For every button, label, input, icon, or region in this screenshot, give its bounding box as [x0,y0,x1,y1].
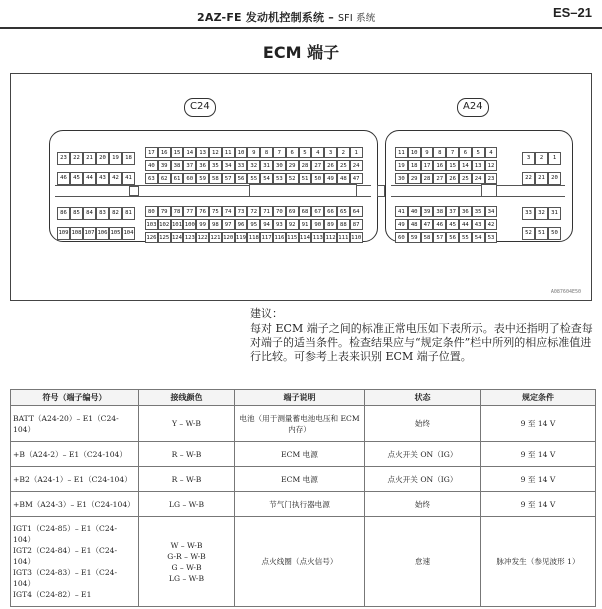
terminal-pin: 106 [96,227,109,240]
terminal-pin: 125 [158,232,171,243]
terminal-pin: 38 [171,160,184,171]
terminal-pin: 16 [158,147,171,158]
terminal-pin: 12 [485,160,498,171]
connector-label-a24: A24 [457,98,489,117]
terminal-pin: 87 [350,219,363,230]
terminal-spec-table [10,389,596,607]
terminal-pin: 99 [196,219,209,230]
table-row [11,406,596,442]
terminal-pin: 3 [324,147,337,158]
terminal-pin: 45 [70,172,83,185]
terminal-pin: 73 [235,206,248,217]
terminal-pin: 110 [350,232,363,243]
terminal-pin: 59 [196,173,209,184]
terminal-pin: 15 [446,160,459,171]
terminal-pin: 20 [96,152,109,165]
c24-key-mid [249,184,357,197]
terminal-pin: 78 [171,206,184,217]
terminal-pin: 17 [145,147,158,158]
terminal-pin: 3 [522,152,535,165]
table-cell: R – W-B [139,442,235,467]
terminal-pin: 25 [459,173,472,184]
terminal-pin: 53 [273,173,286,184]
c24-upper-mid-pins [145,147,363,184]
terminal-pin: 38 [433,206,446,217]
terminal-pin: 65 [337,206,350,217]
terminal-pin: 58 [209,173,222,184]
terminal-pin: 121 [209,232,222,243]
terminal-pin: 30 [273,160,286,171]
terminal-pin: 23 [485,173,498,184]
table-cell: ECM 电源 [235,467,365,492]
terminal-pin: 51 [299,173,312,184]
note-body: 每对 ECM 端子之间的标准正常电压如下表所示。表中还指明了检查每对端子的适当条件。检查结果应与“规定条件”栏中所列的相应标准值进行比较。可参考上表来识别 ECM 端子位置。 [250,322,593,363]
terminal-pin: 53 [485,232,498,243]
terminal-pin: 116 [273,232,286,243]
terminal-pin: 30 [395,173,408,184]
terminal-pin: 49 [395,219,408,230]
terminal-pin: 101 [171,219,184,230]
terminal-pin: 1 [350,147,363,158]
terminal-pin: 14 [183,147,196,158]
terminal-pin: 50 [311,173,324,184]
terminal-pin: 21 [535,172,548,185]
terminal-pin: 21 [83,152,96,165]
terminal-pin: 69 [286,206,299,217]
terminal-pin: 24 [350,160,363,171]
terminal-pin: 84 [83,207,96,220]
terminal-pin: 54 [260,173,273,184]
terminal-pin: 122 [196,232,209,243]
a24-lower-main-pins [395,206,497,243]
terminal-pin: 9 [247,147,260,158]
terminal-pin: 114 [299,232,312,243]
terminal-pin: 85 [70,207,83,220]
terminal-pin: 100 [183,219,196,230]
table-cell: 始终 [365,406,481,442]
terminal-pin: 82 [109,207,122,220]
terminal-pin: 48 [337,173,350,184]
terminal-pin: 63 [145,173,158,184]
terminal-pin: 41 [395,206,408,217]
terminal-pin: 15 [171,147,184,158]
terminal-pin: 32 [535,207,548,220]
header-subsection: SFI 系统 [337,13,376,24]
terminal-pin: 59 [408,232,421,243]
terminal-pin: 36 [459,206,472,217]
terminal-pin: 8 [433,147,446,158]
terminal-pin: 94 [260,219,273,230]
terminal-pin: 16 [433,160,446,171]
terminal-pin: 44 [83,172,96,185]
terminal-pin: 35 [209,160,222,171]
terminal-pin: 76 [196,206,209,217]
table-cell: 电池（用于测量蓄电池电压和 ECM 内存） [235,406,365,442]
col-header-symbol: 符号（端子编号） [11,390,139,406]
col-header-condition: 状态 [365,390,481,406]
terminal-pin: 6 [286,147,299,158]
table-cell: ECM 电源 [235,442,365,467]
terminal-pin: 42 [485,219,498,230]
connector-label-c24: C24 [184,98,216,117]
terminal-pin: 41 [122,172,135,185]
terminal-pin: 112 [324,232,337,243]
terminal-pin: 68 [299,206,312,217]
c24-lower-mid-pins [145,206,363,243]
terminal-pin: 54 [472,232,485,243]
terminal-pin: 19 [109,152,122,165]
terminal-pin: 120 [222,232,235,243]
terminal-pin: 71 [260,206,273,217]
terminal-pin: 51 [535,227,548,240]
terminal-pin: 39 [158,160,171,171]
terminal-pin: 43 [96,172,109,185]
a24-upper-main-pins [395,147,497,184]
terminal-pin: 18 [408,160,421,171]
note-heading: 建议： [250,307,283,320]
header-section: 2AZ-FE 发动机控制系统 [197,11,325,24]
terminal-pin: 105 [109,227,122,240]
table-cell: Y – W-B [139,406,235,442]
terminal-pin: 47 [350,173,363,184]
table-row [11,467,596,492]
terminal-pin: 20 [548,172,561,185]
terminal-pin: 98 [209,219,222,230]
a24-divider [391,185,565,197]
terminal-pin: 81 [122,207,135,220]
terminal-pin: 26 [446,173,459,184]
terminal-pin: 104 [122,227,135,240]
table-cell: 始终 [365,492,481,517]
terminal-pin: 17 [421,160,434,171]
terminal-pin: 31 [548,207,561,220]
terminal-pin: 31 [260,160,273,171]
terminal-pin: 14 [459,160,472,171]
terminal-pin: 74 [222,206,235,217]
terminal-pin: 79 [158,206,171,217]
terminal-pin: 39 [421,206,434,217]
terminal-pin: 7 [446,147,459,158]
terminal-pin: 118 [247,232,260,243]
a24-key [481,184,497,197]
terminal-pin: 60 [395,232,408,243]
terminal-pin: 45 [446,219,459,230]
terminal-pin: 119 [235,232,248,243]
page-number: ES–21 [552,5,592,20]
terminal-pin: 57 [222,173,235,184]
terminal-pin: 113 [311,232,324,243]
terminal-pin: 109 [57,227,70,240]
terminal-pin: 95 [247,219,260,230]
ecm-connector-diagram [10,73,592,301]
table-cell: 点火开关 ON（IG） [365,442,481,467]
terminal-pin: 13 [472,160,485,171]
table-cell: 9 至 14 V [481,467,596,492]
terminal-pin: 103 [145,219,158,230]
terminal-pin: 115 [286,232,299,243]
terminal-pin: 75 [209,206,222,217]
header-rule [0,27,602,29]
terminal-pin: 77 [183,206,196,217]
terminal-pin: 40 [408,206,421,217]
page-title: ECM 端子 [262,43,340,62]
terminal-pin: 25 [337,160,350,171]
col-header-specified: 规定条件 [481,390,596,406]
terminal-pin: 52 [522,227,535,240]
table-body [11,406,596,607]
terminal-pin: 10 [235,147,248,158]
table-cell: W – W-B G-R – W-B G – W-B LG – W-B [139,517,235,607]
terminal-pin: 22 [522,172,535,185]
table-cell: 怠速 [365,517,481,607]
terminal-pin: 56 [446,232,459,243]
terminal-pin: 64 [350,206,363,217]
header-section-title [197,9,375,25]
terminal-pin: 48 [408,219,421,230]
advice-note [250,307,595,364]
terminal-pin: 96 [235,219,248,230]
terminal-pin: 83 [96,207,109,220]
terminal-pin: 33 [235,160,248,171]
terminal-pin: 55 [247,173,260,184]
terminal-pin: 12 [209,147,222,158]
table-cell: R – W-B [139,467,235,492]
terminal-pin: 91 [299,219,312,230]
terminal-pin: 11 [395,147,408,158]
terminal-pin: 24 [472,173,485,184]
terminal-pin: 8 [260,147,273,158]
terminal-pin: 58 [421,232,434,243]
terminal-pin: 36 [196,160,209,171]
terminal-pin: 57 [433,232,446,243]
terminal-pin: 19 [395,160,408,171]
header-separator: – [324,11,338,24]
terminal-pin: 2 [535,152,548,165]
terminal-pin: 108 [70,227,83,240]
terminal-pin: 88 [337,219,350,230]
terminal-pin: 80 [145,206,158,217]
terminal-pin: 92 [286,219,299,230]
terminal-pin: 52 [286,173,299,184]
terminal-pin: 28 [299,160,312,171]
terminal-pin: 4 [485,147,498,158]
terminal-pin: 89 [324,219,337,230]
table-row [11,517,596,607]
terminal-pin: 11 [222,147,235,158]
terminal-pin: 2 [337,147,350,158]
terminal-pin: 27 [311,160,324,171]
terminal-pin: 90 [311,219,324,230]
table-cell: 9 至 14 V [481,492,596,517]
terminal-pin: 46 [57,172,70,185]
terminal-pin: 67 [311,206,324,217]
table-cell: BATT（A24-20）– E1（C24-104） [11,406,139,442]
terminal-pin: 60 [183,173,196,184]
table-cell: +B2（A24-1）– E1（C24-104） [11,467,139,492]
terminal-pin: 123 [183,232,196,243]
terminal-pin: 93 [273,219,286,230]
terminal-pin: 1 [548,152,561,165]
figure-code: A087604E50 [550,289,581,295]
terminal-pin: 10 [408,147,421,158]
terminal-pin: 42 [109,172,122,185]
terminal-pin: 5 [472,147,485,158]
terminal-pin: 35 [472,206,485,217]
c24-side-tab [377,185,385,197]
terminal-pin: 46 [433,219,446,230]
terminal-pin: 4 [311,147,324,158]
table-cell: 9 至 14 V [481,406,596,442]
table-cell: 点火线圈（点火信号） [235,517,365,607]
c24-upper-left-pins [57,152,135,185]
terminal-pin: 72 [247,206,260,217]
terminal-pin: 70 [273,206,286,217]
terminal-pin: 61 [171,173,184,184]
terminal-pin: 34 [222,160,235,171]
table-cell: 脉冲发生（参见波形 1） [481,517,596,607]
terminal-pin: 32 [247,160,260,171]
terminal-pin: 22 [70,152,83,165]
table-cell: +B（A24-2）– E1（C24-104） [11,442,139,467]
terminal-pin: 5 [299,147,312,158]
terminal-pin: 97 [222,219,235,230]
terminal-pin: 49 [324,173,337,184]
terminal-pin: 111 [337,232,350,243]
terminal-pin: 26 [324,160,337,171]
terminal-pin: 29 [408,173,421,184]
terminal-pin: 13 [196,147,209,158]
table-row [11,492,596,517]
terminal-pin: 18 [122,152,135,165]
terminal-pin: 126 [145,232,158,243]
terminal-pin: 27 [433,173,446,184]
terminal-pin: 9 [421,147,434,158]
page-header [0,0,602,30]
terminal-pin: 44 [459,219,472,230]
terminal-pin: 6 [459,147,472,158]
table-cell: IGT1（C24-85）– E1（C24-104） IGT2（C24-84）– E1（C24-104） IGT3（C24-83）– E1（C24-104） IGT4（C24-82）– E1 [11,517,139,607]
table-cell: +BM（A24-3）– E1（C24-104） [11,492,139,517]
terminal-pin: 50 [548,227,561,240]
c24-lower-left-pins [57,207,135,240]
terminal-pin: 33 [522,207,535,220]
terminal-pin: 62 [158,173,171,184]
terminal-pin: 28 [421,173,434,184]
terminal-pin: 117 [260,232,273,243]
table-cell: 节气门执行器电源 [235,492,365,517]
table-header-row [11,390,596,406]
terminal-pin: 47 [421,219,434,230]
terminal-pin: 86 [57,207,70,220]
terminal-pin: 66 [324,206,337,217]
terminal-pin: 34 [485,206,498,217]
terminal-pin: 7 [273,147,286,158]
terminal-pin: 102 [158,219,171,230]
terminal-pin: 55 [459,232,472,243]
terminal-pin: 37 [446,206,459,217]
terminal-pin: 43 [472,219,485,230]
terminal-pin: 29 [286,160,299,171]
col-header-description: 端子说明 [235,390,365,406]
terminal-pin: 124 [171,232,184,243]
terminal-pin: 37 [183,160,196,171]
col-header-wire-color: 接线颜色 [139,390,235,406]
terminal-pin: 56 [235,173,248,184]
c24-key-left [129,186,139,196]
table-cell: 点火开关 ON（IG） [365,467,481,492]
a24-upper-side-pins [522,152,561,185]
a24-lower-side-pins [522,207,561,240]
table-cell: LG – W-B [139,492,235,517]
table-cell: 9 至 14 V [481,442,596,467]
terminal-pin: 23 [57,152,70,165]
terminal-pin: 40 [145,160,158,171]
table-row [11,442,596,467]
terminal-pin: 107 [83,227,96,240]
